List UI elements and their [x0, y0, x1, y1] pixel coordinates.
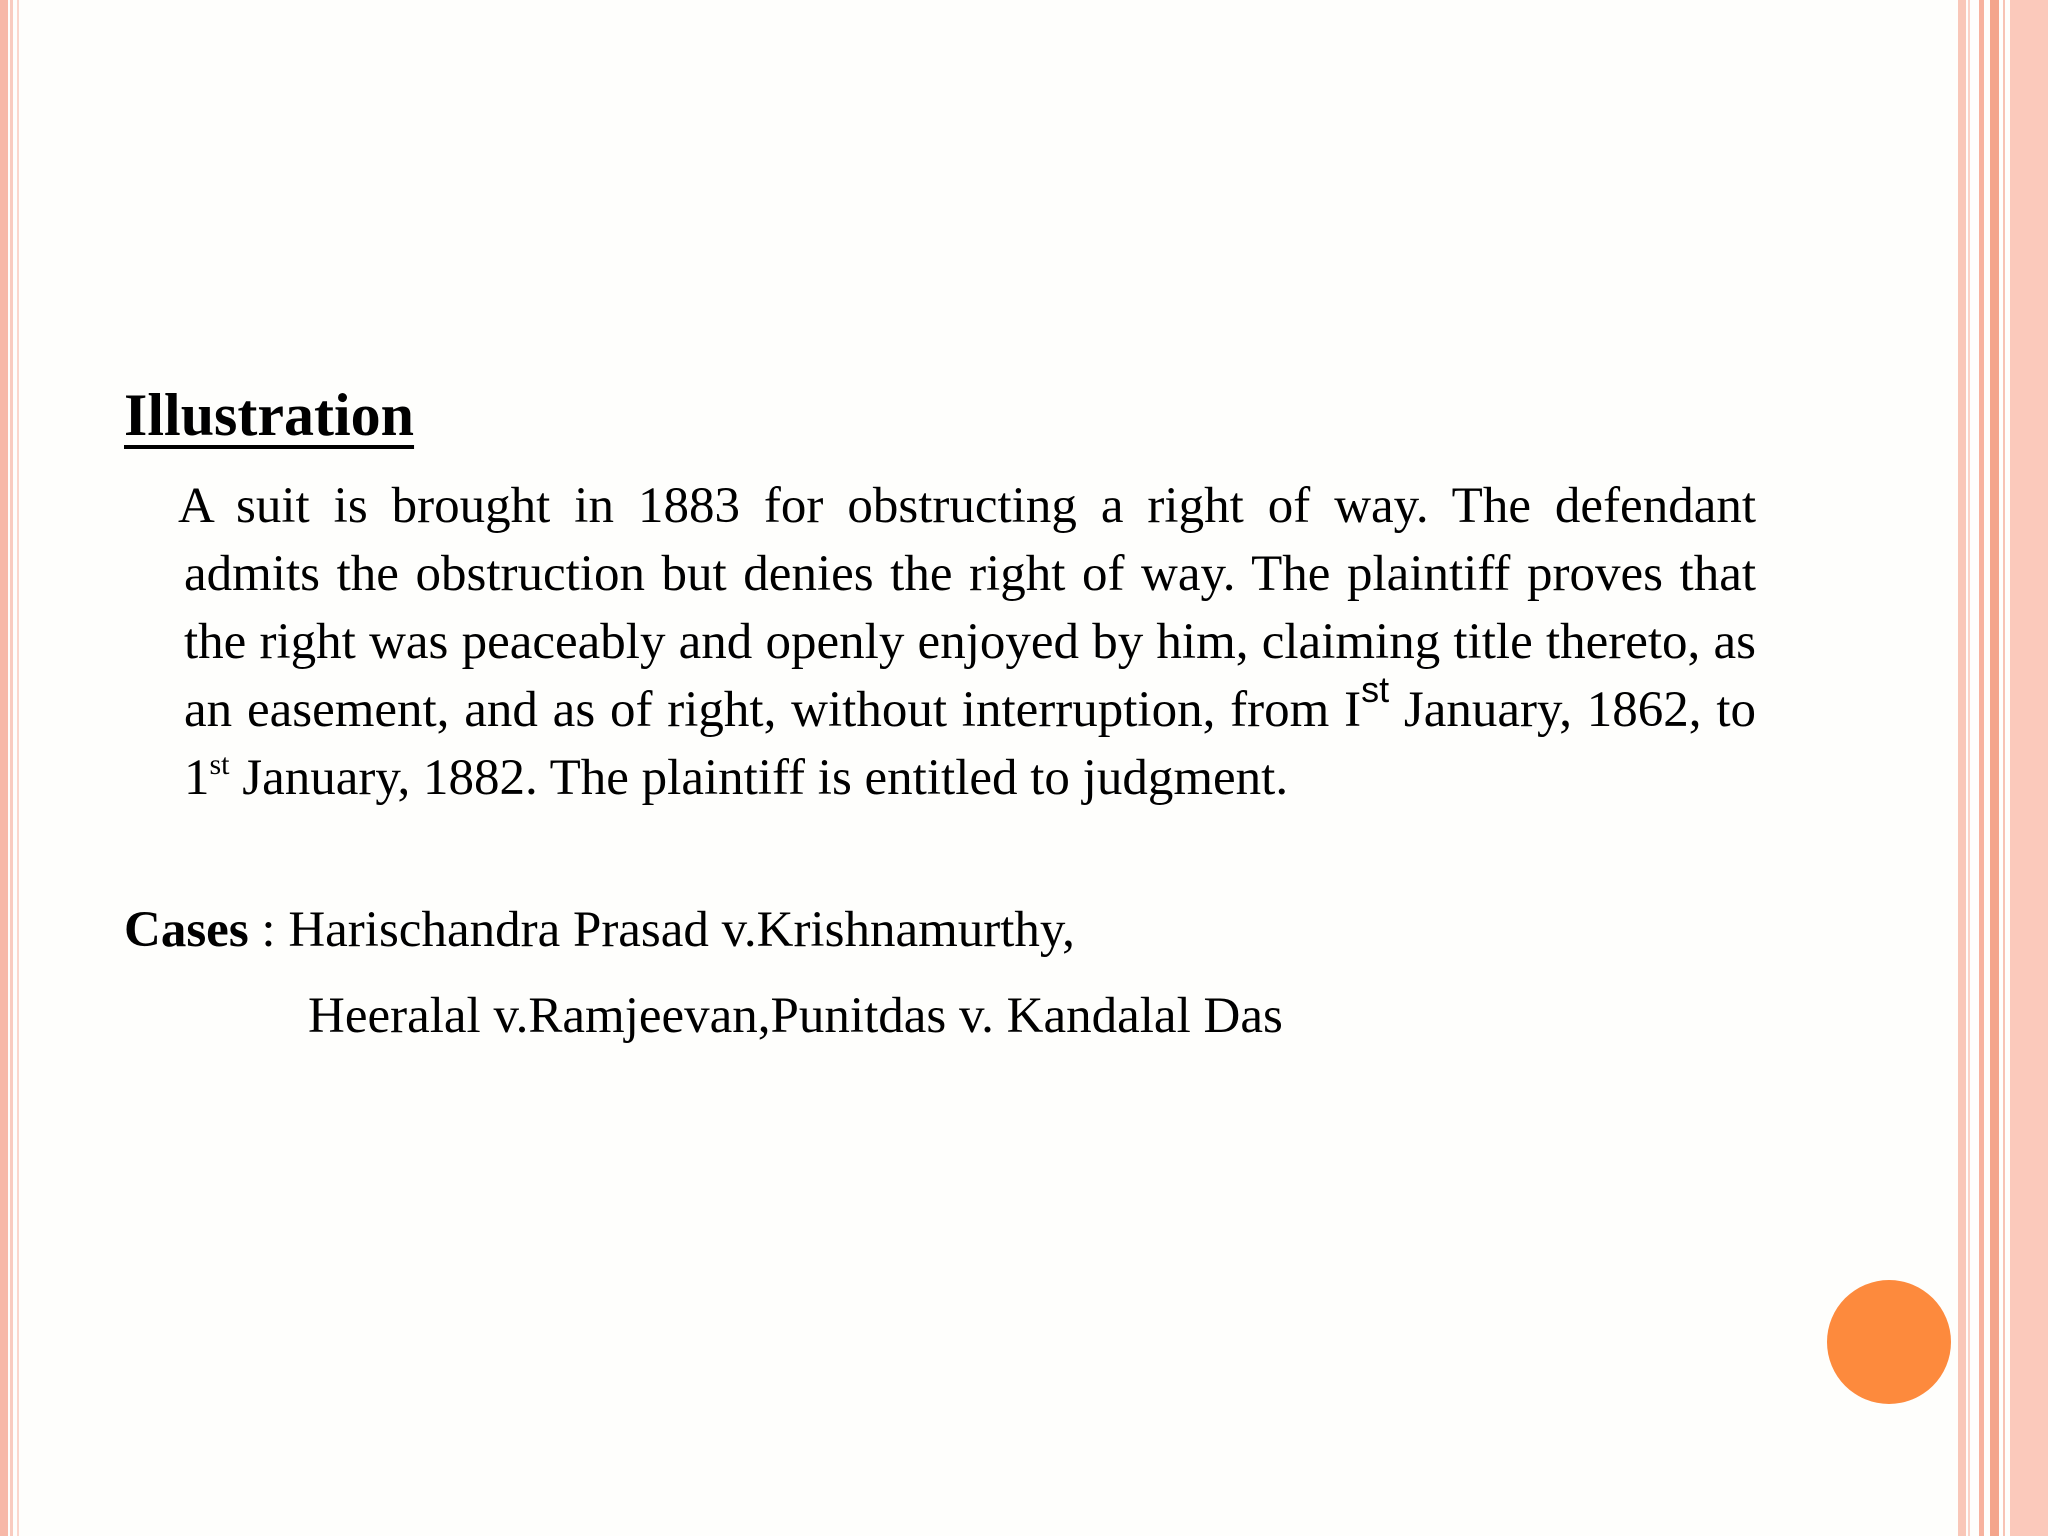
- right-frame-stripe: [2010, 0, 2048, 1536]
- cases-separator: :: [248, 902, 289, 958]
- right-frame-stripe: [1990, 0, 1999, 1536]
- accent-circle: [1827, 1280, 1951, 1404]
- superscript-ordinal: st: [1361, 669, 1390, 710]
- cases-line: [124, 896, 1075, 964]
- illustration-paragraph: [178, 472, 1756, 812]
- superscript-ordinal: st: [209, 748, 230, 781]
- case-citation-continued: Heeralal v.Ramjeevan,Punitdas v. Kandalal Das: [308, 988, 1283, 1044]
- left-frame-stripe: [10, 0, 13, 1536]
- paragraph-text: January, 1862, to 1: [184, 682, 1756, 806]
- right-frame-stripe: [1979, 0, 1984, 1536]
- right-frame-stripe: [1968, 0, 1970, 1536]
- right-frame-stripe: [2003, 0, 2005, 1536]
- left-frame-stripe: [17, 0, 19, 1536]
- paragraph-text: January, 1882. The plaintiff is entitled to judgment.: [229, 750, 1289, 806]
- left-frame-stripe: [0, 0, 8, 1536]
- cases-label: Cases: [124, 902, 249, 958]
- case-citation: Harischandra Prasad v.Krishnamurthy,: [288, 902, 1075, 958]
- paragraph-text: A suit is brought in 1883 for obstructing a right of way. The defendant admits the obstruction but denies the right of way. The plaintiff proves that the right was peaceably and openly enjoyed by him, claiming title thereto, as an easement, and as of right, without interruption, from I: [178, 478, 1756, 738]
- slide-heading: Illustration: [124, 382, 415, 448]
- right-frame-stripe: [1958, 0, 1966, 1536]
